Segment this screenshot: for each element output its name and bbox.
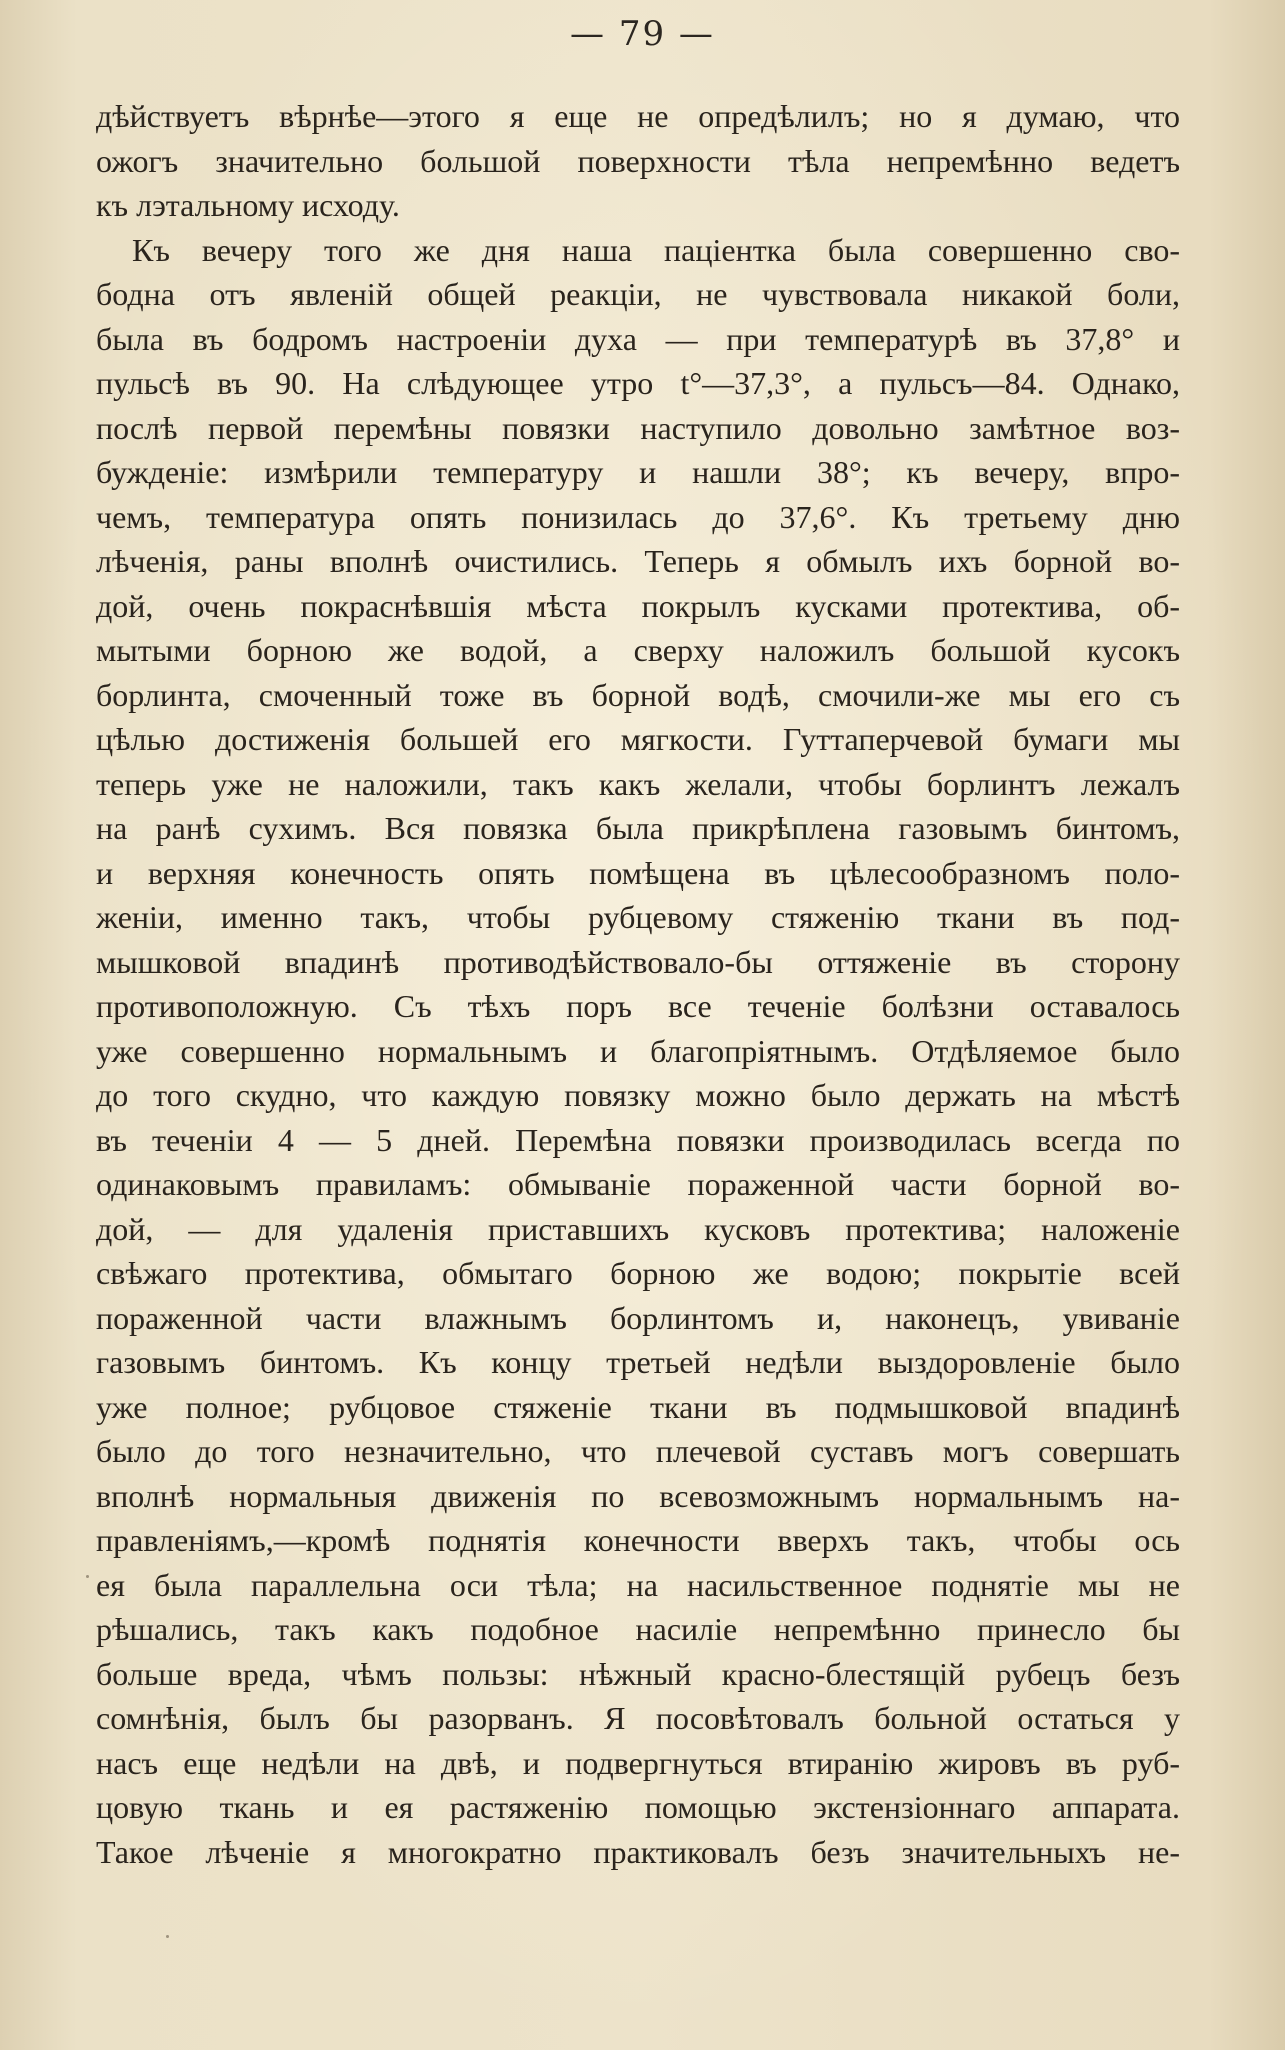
- text-line: женіи, именно такъ, чтобы рубцевому стяженію ткани въ под-: [96, 899, 1180, 935]
- text-line: была въ бодромъ настроеніи духа — при температурѣ въ 37,8° и: [96, 320, 1180, 357]
- text-line: дой, очень покраснѣвшія мѣста покрылъ кусками протектива, об-: [96, 587, 1180, 624]
- text-line: мытыми борною же водой, а сверху наложилъ большой кусокъ: [96, 632, 1180, 668]
- text-line: газовымъ бинтомъ. Къ концу третьей недѣли выздоровленіе было: [96, 1344, 1180, 1380]
- paper-speck: [86, 1575, 89, 1578]
- body-text: [96, 94, 1180, 1874]
- text-line: вполнѣ нормальныя движенія по всевозможнымъ нормальнымъ на-: [96, 1477, 1180, 1514]
- text-line: ея была параллельна оси тѣла; на насильственное поднятіе мы не: [96, 1566, 1180, 1603]
- text-line: до того скудно, что каждую повязку можно было держать на мѣстѣ: [96, 1077, 1180, 1113]
- text-line: рѣшались, такъ какъ подобное насиліе непремѣнно принесло бы: [96, 1611, 1180, 1647]
- text-line: цѣлью достиженія большей его мягкости. Гуттаперчевой бумаги мы: [96, 721, 1180, 757]
- text-line: цовую ткань и ея растяженію помощью экстензіоннаго аппарата.: [96, 1789, 1180, 1825]
- text-line: уже полное; рубцовое стяженіе ткани въ подмышковой впадинѣ: [96, 1388, 1180, 1425]
- text-line: пораженной части влажнымъ борлинтомъ и, наконецъ, увиваніе: [96, 1299, 1180, 1336]
- text-line: бужденіе: измѣрили температуру и нашли 38°; къ вечеру, впро-: [96, 454, 1180, 490]
- text-line: Такое лѣченіе я многократно практиковалъ безъ значительныхъ не-: [96, 1833, 1180, 1870]
- text-line: на ранѣ сухимъ. Вся повязка была прикрѣплена газовымъ бинтомъ,: [96, 810, 1180, 846]
- text-line: пульсѣ въ 90. На слѣдующее утро t°—37,3°, а пульсъ—84. Однако,: [96, 365, 1180, 401]
- text-line: дѣйствуетъ вѣрнѣе—этого я еще не опредѣлилъ; но я думаю, что: [96, 98, 1180, 134]
- text-line: противоположную. Съ тѣхъ поръ все теченіе болѣзни оставалось: [96, 988, 1180, 1024]
- text-line: послѣ первой перемѣны повязки наступило довольно замѣтное воз-: [96, 409, 1180, 446]
- text-line: правленіямъ,—кромѣ поднятія конечности вверхъ такъ, чтобы ось: [96, 1522, 1180, 1558]
- text-line: чемъ, температура опять понизилась до 37,6°. Къ третьему дню: [96, 498, 1180, 535]
- paragraph-2: [96, 228, 1180, 1875]
- paragraph-1: [96, 94, 1180, 228]
- page-number: — 79 —: [570, 14, 715, 54]
- text-line: свѣжаго протектива, обмытаго борною же водою; покрытіе всей: [96, 1255, 1180, 1291]
- text-line: бодна отъ явленій общей реакціи, не чувствовала никакой боли,: [96, 276, 1180, 312]
- text-line: уже совершенно нормальнымъ и благопріятнымъ. Отдѣляемое было: [96, 1032, 1180, 1069]
- text-line: теперь уже не наложили, такъ какъ желали, чтобы борлинтъ лежалъ: [96, 765, 1180, 802]
- text-line: мышковой впадинѣ противодѣйствовало-бы оттяженіе въ сторону: [96, 943, 1180, 980]
- text-line: насъ еще недѣли на двѣ, и подвергнуться втиранію жировъ въ руб-: [96, 1744, 1180, 1781]
- text-line: Къ вечеру того же дня наша паціентка была совершенно сво-: [132, 231, 1180, 268]
- text-line: борлинта, смоченный тоже въ борной водѣ, смочили-же мы его съ: [96, 676, 1180, 713]
- text-line: къ лэтальному исходу.: [96, 187, 400, 223]
- text-line: больше вреда, чѣмъ пользы: нѣжный красно-блестящій рубецъ безъ: [96, 1655, 1180, 1692]
- text-line: лѣченія, раны вполнѣ очистились. Теперь я обмылъ ихъ борной во-: [96, 543, 1180, 579]
- text-line: сомнѣнія, былъ бы разорванъ. Я посовѣтовалъ больной остаться у: [96, 1700, 1180, 1736]
- text-line: и верхняя конечность опять помѣщена въ цѣлесообразномъ поло-: [96, 854, 1180, 891]
- text-line: одинаковымъ правиламъ: обмываніе пораженной части борной во-: [96, 1166, 1180, 1202]
- text-line: въ теченіи 4 — 5 дней. Перемѣна повязки производилась всегда по: [96, 1121, 1180, 1158]
- text-line: ожогъ значительно большой поверхности тѣла непремѣнно ведетъ: [96, 142, 1180, 179]
- text-line: дой, — для удаленія приставшихъ кусковъ протектива; наложеніе: [96, 1210, 1180, 1247]
- text-line: было до того незначительно, что плечевой суставъ могъ совершать: [96, 1433, 1180, 1469]
- paper-speck: [166, 1935, 169, 1938]
